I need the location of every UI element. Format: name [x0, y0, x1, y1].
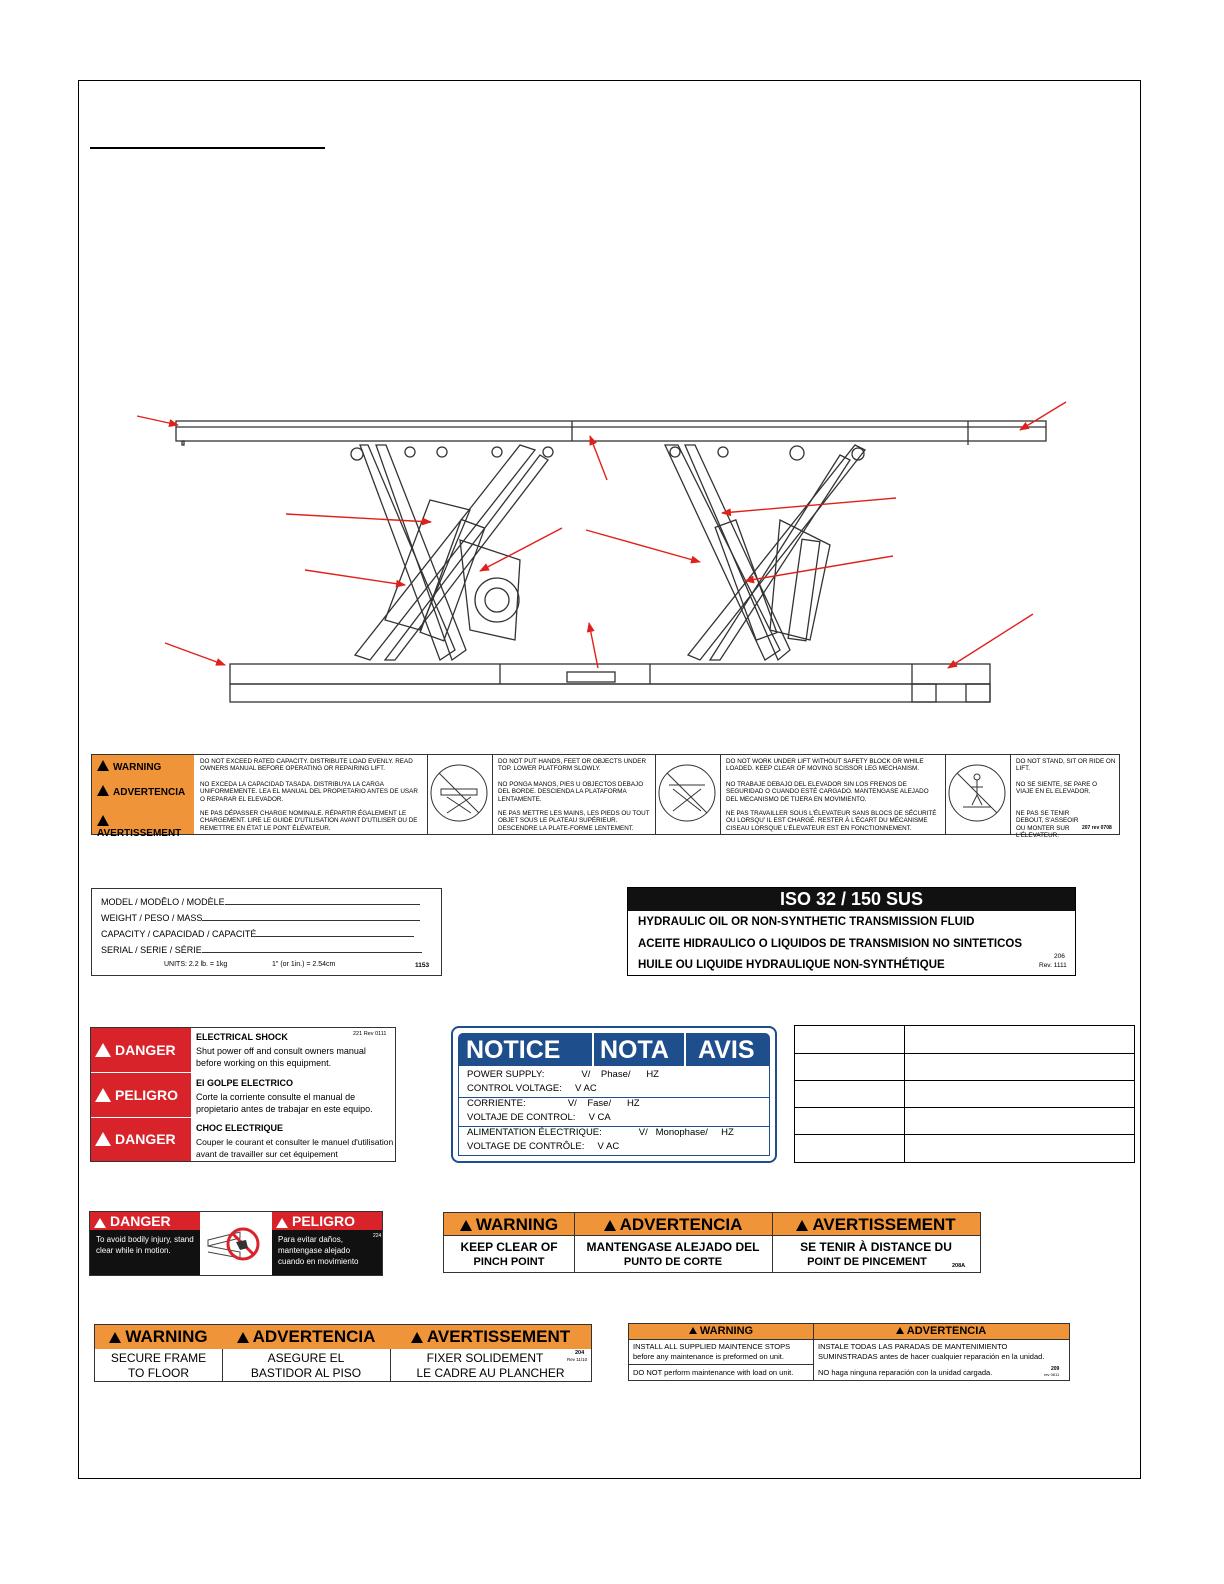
notice-header — [458, 1033, 770, 1066]
divider — [444, 1235, 980, 1236]
underlift-warning-column — [720, 755, 946, 834]
maint-en-1: INSTALL ALL SUPPLIED MAINTENCE STOPS before any maintenance is preformed on unit. — [633, 1342, 791, 1361]
weight-row: WEIGHT / PESO / MASS — [101, 913, 420, 923]
divider — [592, 1033, 594, 1066]
model-row: MODEL / MODÊLO / MODÈLE — [101, 897, 420, 907]
shock-title-es: El GOLPE ELECTRICO — [196, 1078, 294, 1088]
pinch-point-warning-label — [443, 1212, 981, 1273]
label-code: 204 — [575, 1350, 585, 1356]
maint-es-1: INSTALE TODAS LAS PARADAS DE MANTENIMIENTO SUMINSTRADAS antes de hacer cualquier reparación en la unidad. — [818, 1342, 1045, 1361]
pinch-es-2: PUNTO DE CORTE — [623, 1256, 723, 1268]
underlift-es: NO TRABAJE DEBAJO DEL ELEVADOR SIN LOS FRENOS DE SEGURIDAD O CUANDO ESTÉ CARGADO. MANTENGASE ALEJADO DEL MECANISMO DE TIJERA EN MOVIMIENTO. — [726, 781, 929, 803]
label-code: 209 — [1051, 1366, 1060, 1372]
warning-label-strip — [91, 754, 1120, 840]
maint-en-2: DO NOT perform maintenance with load on unit. — [633, 1368, 794, 1377]
floor-es-1: ASEGURE EL — [267, 1351, 345, 1365]
avis-word: AVIS — [698, 1036, 755, 1064]
divider — [629, 1364, 813, 1365]
voltaje-control-line: VOLTAJE DE CONTROL: V CA — [467, 1112, 611, 1123]
warning-word: WARNING — [629, 1325, 813, 1337]
maint-es-2: NO haga ninguna reparación con la unidad cargada. — [818, 1368, 993, 1377]
label-code: 207 rev 0708 — [1082, 825, 1112, 831]
advertencia-word: ADVERTENCIA — [222, 1327, 390, 1347]
ride-es: NO SE SIENTE, SE PARE O VIAJE EN EL ELEVADOR. — [1016, 781, 1098, 796]
label-code: 208A — [952, 1263, 966, 1269]
floor-en-1: SECURE FRAME — [110, 1351, 207, 1365]
label-rev: rev 0611 — [1044, 1372, 1060, 1377]
floor-fr-1: FIXER SOLIDEMENT — [426, 1351, 544, 1365]
inch-note: 1" (or 1in.) = 2.54cm — [272, 961, 336, 968]
warning-word: WARNING — [444, 1215, 574, 1235]
table-column-divider — [904, 1026, 905, 1162]
floor-en-2: TO FLOOR — [127, 1366, 190, 1380]
floor-es-2: BASTIDOR AL PISO — [250, 1366, 362, 1380]
power-supply-notice-label — [451, 1026, 777, 1163]
oil-grade-title: ISO 32 / 150 SUS — [628, 888, 1075, 911]
shock-title-en: ELECTRICAL SHOCK — [196, 1032, 288, 1042]
crushing-hand-icon — [200, 1212, 272, 1275]
ride-warning-column — [1010, 755, 1119, 840]
power-supply-line: POWER SUPPLY: V/ Phase/ HZ — [467, 1069, 659, 1080]
stand-clear-danger-label — [89, 1211, 383, 1276]
label-rev: Rev 11/10 — [567, 1357, 588, 1362]
shock-text-es: Corte la corriente consulte el manual de propietario antes de trabajar en este equipo. — [196, 1092, 373, 1114]
label-code: 1153 — [415, 962, 430, 969]
title-underline — [90, 147, 325, 149]
pinch-fr-2: POINT DE PINCEMENT — [807, 1256, 927, 1268]
notice-body — [458, 1066, 770, 1156]
pinch-es-1: MANTENGASE ALEJADO DEL — [586, 1240, 760, 1254]
peligro-header: PELIGRO — [272, 1212, 382, 1230]
electrical-shock-label — [90, 1027, 396, 1162]
hands-en: DO NOT PUT HANDS, FEET OR OBJECTS UNDER TOP. LOWER PLATFORM SLOWLY. — [498, 758, 646, 773]
underlift-en: DO NOT WORK UNDER LIFT WITHOUT SAFETY BLOCK OR WHILE LOADED. KEEP CLEAR OF MOVING SCISSOR LEG MECHANISM. — [726, 758, 924, 773]
work-under-lift-icon — [655, 755, 720, 834]
warning-word: WARNING — [97, 760, 161, 773]
danger-panel-1: DANGER — [91, 1028, 191, 1073]
advertencia-word: ADVERTENCIA — [574, 1215, 772, 1235]
hands-under-top-icon — [427, 755, 492, 834]
no-riding-icon — [945, 755, 1010, 834]
notice-word: NOTICE — [466, 1036, 561, 1064]
nota-word: NOTA — [600, 1036, 669, 1064]
divider — [629, 1339, 1069, 1340]
hands-warning-column — [492, 755, 656, 834]
oil-en: HYDRAULIC OIL OR NON-SYNTHETIC TRANSMISSION FLUID — [638, 916, 975, 928]
label-code: 224 — [373, 1233, 382, 1239]
blank-info-table — [794, 1025, 1135, 1163]
floor-fr-2: LE CADRE AU PLANCHER — [416, 1366, 565, 1380]
pinch-en-2: PINCH POINT — [473, 1256, 545, 1268]
underlift-fr: NE PAS TRAVAILLER SOUS L'ÉLEVATEUR SANS BLOCS DE SÉCURITÉ OU LORSQU' IL EST CHARGÉ. RESTER À L'ÉCART DU MÉCANISME CISEAU LORSQUE L'ÉLEVATEUR EST EN FONCTIONNEMENT. — [726, 810, 937, 832]
pinch-pictogram — [200, 1212, 272, 1275]
table-row-divider — [795, 1134, 1134, 1135]
maintenance-stops-warning-label — [628, 1323, 1070, 1381]
hydraulic-oil-label — [627, 887, 1076, 976]
warning-words-column — [92, 755, 194, 839]
alimentation-line: ALIMENTATION ÉLECTRIQUE: V/ Monophase/ HZ — [467, 1127, 734, 1138]
oil-fr: HUILE OU LIQUIDE HYDRAULIQUE NON-SYNTHÉTIQUE — [638, 959, 945, 971]
units-note: UNITS: 2.2 lb. = 1kg — [164, 961, 228, 968]
danger-panel-2: DANGER — [91, 1118, 191, 1161]
oil-es: ACEITE HIDRAULICO O LIQUIDOS DE TRANSMISION NO SINTETICOS — [638, 938, 1022, 950]
divider — [684, 1033, 686, 1066]
model-plate-label — [91, 888, 442, 976]
pinch-fr-1: SE TENIR À DISTANCE DU — [800, 1240, 952, 1254]
hands-es: NO PONGA MANOS, PIES U OBJECTOS DEBAJO DEL BORDE. DESCIENDA LA PLATAFORMA LENTAMENTE. — [498, 781, 644, 803]
danger-text-en: To avoid bodily injury, stand clear while in motion. — [90, 1230, 200, 1275]
scissor-lift-drawing — [130, 395, 1070, 725]
table-row-divider — [795, 1107, 1134, 1108]
table-row-divider — [795, 1053, 1134, 1054]
underlift-pictogram-cell — [655, 755, 721, 834]
warning-word: WARNING — [95, 1327, 222, 1347]
advertencia-word: ADVERTENCIA — [97, 785, 185, 798]
capacity-fr: NE PAS DÉPASSER CHARGE NOMINALE. RÉPARTIR ÉGALEMENT LE CHARGEMENT. LIRE LE GUIDE D'UTILISATION AVANT D'UTILISER OU DE REMETTRE EN ÉTAT LE PONT ÉLÉVATEUR. — [200, 810, 418, 832]
danger-header: DANGER — [90, 1212, 200, 1230]
capacity-row: CAPACITY / CAPACIDAD / CAPACITÉ — [101, 929, 414, 939]
ride-pictogram-cell — [945, 755, 1011, 834]
ride-fr: NE PAS SE TENIR DEBOUT, S'ASSEOIR OU MONTER SUR L'ÉLEVATEUR. — [1016, 810, 1079, 840]
table-row-divider — [795, 1080, 1134, 1081]
shock-text-fr: Couper le courant et consulter le manuel d'utilisation avant de travailler sur cet équipement — [196, 1137, 394, 1159]
capacity-es: NO EXCEDA LA CAPACIDAD TASADA. DISTRIBUYA LA CARGA UNIFORMEMENTE. LEA EL MANUAL DEL PROPIETARIO ANTES DE USAR O REPARAR EL ELEVADOR. — [200, 781, 418, 803]
avertissement-word: AVERTISSEMENT — [390, 1327, 591, 1347]
corriente-line: CORRIENTE: V/ Fase/ HZ — [467, 1098, 640, 1109]
capacity-en: DO NOT EXCEED RATED CAPACITY. DISTRIBUTE LOAD EVENLY. READ OWNERS MANUAL BEFORE OPERATING OR REPAIRING LIFT. — [200, 758, 413, 773]
avertissement-word: AVERTISSEMENT — [97, 815, 194, 839]
capacity-warning-column — [194, 755, 428, 834]
label-rev: Rev. 1111 — [1039, 962, 1067, 969]
ride-en: DO NOT STAND, SIT OR RIDE ON LIFT. — [1016, 758, 1116, 773]
secure-frame-warning-label — [94, 1324, 592, 1382]
control-voltage-line: CONTROL VOLTAGE: V AC — [467, 1083, 597, 1094]
peligro-panel: PELIGRO — [91, 1073, 191, 1118]
avertissement-word: AVERTISSEMENT — [772, 1215, 980, 1235]
advertencia-word: ADVERTENCIA — [813, 1325, 1069, 1337]
shock-title-fr: CHOC ELECTRIQUE — [196, 1123, 284, 1133]
peligro-text-es: Para evitar daños, mantengase alejado cuando en movimiento — [272, 1230, 382, 1275]
label-code: 206 — [1054, 953, 1065, 960]
shock-text-en: Shut power off and consult owners manual before working on this equipment. — [196, 1046, 366, 1068]
pinch-en-1: KEEP CLEAR OF — [460, 1240, 558, 1254]
hands-pictogram-cell — [427, 755, 493, 834]
hands-fr: NE PAS METTRE LES MAINS, LES PIEDS OU TOUT OBJET SOUS LE PLATEAU SUPÉRIEUR. DESCENDRE LA PLATE-FORME LENTEMENT. — [498, 810, 650, 832]
label-code: 221 Rev 0111 — [353, 1031, 387, 1037]
serial-row: SERIAL / SERIE / SÉRIE — [101, 945, 422, 955]
voltage-controle-line: VOLTAGE DE CONTRÔLE: V AC — [467, 1141, 620, 1152]
